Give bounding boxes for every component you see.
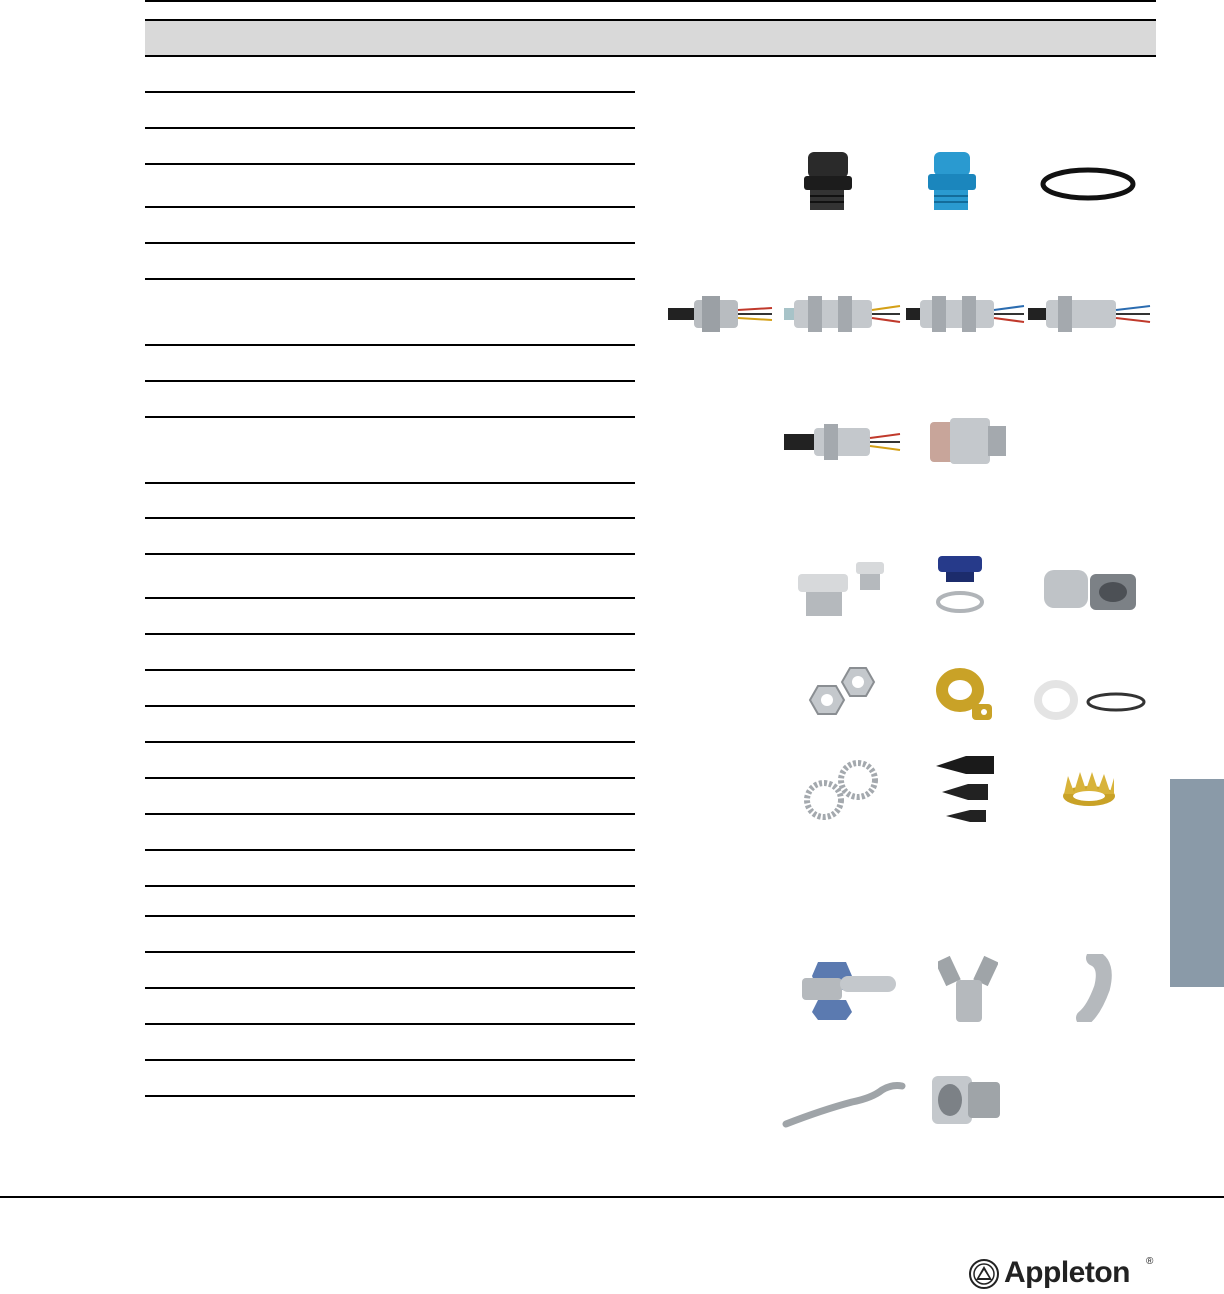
row-rule <box>145 915 635 917</box>
appleton-logo-mark-icon <box>968 1258 1000 1290</box>
blue-cable-gland-image <box>924 150 984 212</box>
elbow-image <box>1064 954 1112 1022</box>
row-rule <box>145 91 635 93</box>
row-rule <box>145 741 635 743</box>
row-rule <box>145 849 635 851</box>
earth-tag-image <box>932 664 1000 728</box>
section-side-tab <box>1170 779 1224 987</box>
armoured-cable-gland-3-image <box>906 292 1026 336</box>
row-rule <box>145 813 635 815</box>
row-rule <box>145 278 635 280</box>
top-rule <box>145 0 1156 2</box>
row-rule <box>145 777 635 779</box>
brand-name: Appleton <box>1004 1256 1130 1289</box>
row-rule <box>145 1059 635 1061</box>
metal-cable-gland-image <box>926 414 1010 468</box>
shrouds-image <box>932 752 998 824</box>
y-fitting-image <box>938 954 998 1024</box>
row-rule <box>145 669 635 671</box>
row-rule <box>145 416 635 418</box>
row-rule <box>145 987 635 989</box>
armoured-cable-gland-1-image <box>668 292 774 336</box>
black-cable-gland-image <box>800 150 860 212</box>
blue-plug-with-washer-image <box>932 552 988 616</box>
serrated-washers-image <box>802 758 882 822</box>
row-rule <box>145 344 635 346</box>
row-rule <box>145 705 635 707</box>
black-sealing-washer-image <box>1040 166 1136 202</box>
row-rule <box>145 633 635 635</box>
table-header-band <box>145 19 1156 57</box>
row-rule <box>145 1023 635 1025</box>
row-rule <box>145 206 635 208</box>
breather-drain-image <box>800 954 898 1022</box>
row-rule <box>145 242 635 244</box>
footer-rule <box>0 1196 1224 1198</box>
armoured-cable-gland-4-image <box>1028 292 1152 336</box>
row-rule <box>145 885 635 887</box>
row-rule <box>145 127 635 129</box>
row-rule <box>145 553 635 555</box>
appleton-logo <box>966 1254 1156 1294</box>
stopping-plugs-image <box>792 558 888 618</box>
registered-mark: ® <box>1146 1256 1154 1267</box>
row-rule <box>145 951 635 953</box>
flexible-conduit-image <box>782 1080 906 1130</box>
locknuts-image <box>802 664 880 720</box>
row-rule <box>145 517 635 519</box>
row-rule <box>145 482 635 484</box>
crown-washer-image <box>1058 764 1120 810</box>
union-adaptor-image <box>928 1070 1004 1130</box>
row-rule <box>145 163 635 165</box>
sealing-washers-image <box>1034 680 1148 720</box>
reducer-adaptors-image <box>1040 560 1140 616</box>
row-rule <box>145 1095 635 1097</box>
armoured-cable-gland-2-image <box>784 292 902 336</box>
row-rule <box>145 597 635 599</box>
row-rule <box>145 380 635 382</box>
barrier-cable-gland-image <box>784 420 902 464</box>
